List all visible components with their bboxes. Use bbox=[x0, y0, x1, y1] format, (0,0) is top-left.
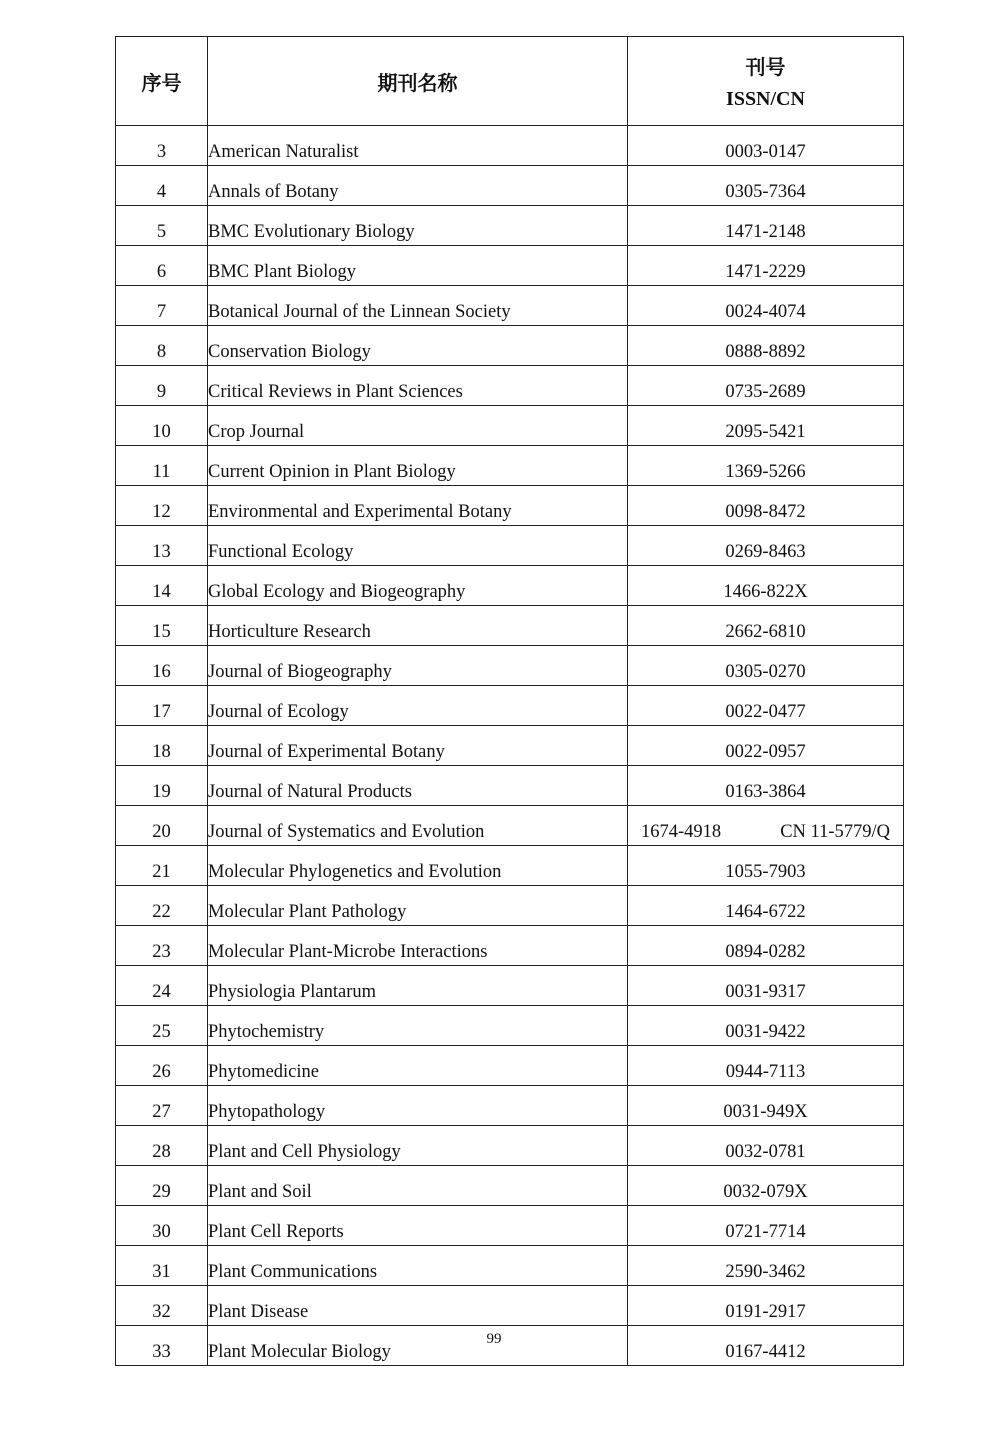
issn-cell: 0269-8463 bbox=[628, 526, 904, 566]
table-row bbox=[116, 1246, 904, 1286]
journal-name-cell: Plant and Cell Physiology bbox=[208, 1126, 628, 1166]
issn-cell: 0031-949X bbox=[628, 1086, 904, 1126]
issn-cell: 0003-0147 bbox=[628, 126, 904, 166]
journal-name-cell: BMC Plant Biology bbox=[208, 246, 628, 286]
serial-number-cell: 7 bbox=[116, 286, 208, 326]
serial-number-cell: 19 bbox=[116, 766, 208, 806]
table-header-row bbox=[116, 37, 904, 126]
issn-cell: 0032-0781 bbox=[628, 1126, 904, 1166]
journal-name-cell: Molecular Phylogenetics and Evolution bbox=[208, 846, 628, 886]
serial-number-cell: 10 bbox=[116, 406, 208, 446]
issn-cell: 1369-5266 bbox=[628, 446, 904, 486]
serial-number-cell: 22 bbox=[116, 886, 208, 926]
serial-number-cell: 6 bbox=[116, 246, 208, 286]
journal-name-cell: Annals of Botany bbox=[208, 166, 628, 206]
table-row bbox=[116, 1086, 904, 1126]
journal-name-cell: Functional Ecology bbox=[208, 526, 628, 566]
table-row bbox=[116, 446, 904, 486]
serial-number-cell: 18 bbox=[116, 726, 208, 766]
table-row bbox=[116, 966, 904, 1006]
issn-cell: 0944-7113 bbox=[628, 1046, 904, 1086]
table-row bbox=[116, 1166, 904, 1206]
journal-name-cell: Plant Disease bbox=[208, 1286, 628, 1326]
issn-cell: 0024-4074 bbox=[628, 286, 904, 326]
table-row bbox=[116, 1006, 904, 1046]
journal-name-cell: Current Opinion in Plant Biology bbox=[208, 446, 628, 486]
journal-name-cell: Critical Reviews in Plant Sciences bbox=[208, 366, 628, 406]
journal-table bbox=[115, 36, 904, 1366]
serial-number-cell: 14 bbox=[116, 566, 208, 606]
serial-number-cell: 32 bbox=[116, 1286, 208, 1326]
serial-number-cell: 31 bbox=[116, 1246, 208, 1286]
serial-number-cell: 27 bbox=[116, 1086, 208, 1126]
serial-number-cell: 3 bbox=[116, 126, 208, 166]
issn-value: 1674-4918 bbox=[641, 822, 722, 842]
issn-cell: 0721-7714 bbox=[628, 1206, 904, 1246]
serial-number-cell: 30 bbox=[116, 1206, 208, 1246]
journal-name-cell: Botanical Journal of the Linnean Society bbox=[208, 286, 628, 326]
table-row bbox=[116, 166, 904, 206]
serial-number-cell: 11 bbox=[116, 446, 208, 486]
serial-number-cell: 24 bbox=[116, 966, 208, 1006]
issn-cell: 2590-3462 bbox=[628, 1246, 904, 1286]
serial-number-cell: 17 bbox=[116, 686, 208, 726]
table-row bbox=[116, 526, 904, 566]
serial-number-cell: 12 bbox=[116, 486, 208, 526]
issn-cell: 2662-6810 bbox=[628, 606, 904, 646]
table-row bbox=[116, 766, 904, 806]
serial-number-cell: 15 bbox=[116, 606, 208, 646]
serial-number-cell: 16 bbox=[116, 646, 208, 686]
table-row bbox=[116, 926, 904, 966]
journal-name-cell: Conservation Biology bbox=[208, 326, 628, 366]
journal-name-cell: Plant Cell Reports bbox=[208, 1206, 628, 1246]
issn-cell: 0163-3864 bbox=[628, 766, 904, 806]
header-journal-name: 期刊名称 bbox=[208, 37, 628, 126]
serial-number-cell: 23 bbox=[116, 926, 208, 966]
journal-name-cell: Molecular Plant Pathology bbox=[208, 886, 628, 926]
table-row bbox=[116, 686, 904, 726]
issn-cell: 0191-2917 bbox=[628, 1286, 904, 1326]
serial-number-cell: 13 bbox=[116, 526, 208, 566]
issn-cell: 1471-2148 bbox=[628, 206, 904, 246]
serial-number-cell: 25 bbox=[116, 1006, 208, 1046]
serial-number-cell: 33 bbox=[116, 1326, 208, 1366]
header-issn bbox=[628, 37, 904, 126]
table-row bbox=[116, 1046, 904, 1086]
journal-name-cell: Journal of Systematics and Evolution bbox=[208, 806, 628, 846]
journal-name-cell: Phytopathology bbox=[208, 1086, 628, 1126]
table-row bbox=[116, 1286, 904, 1326]
table-row bbox=[116, 1126, 904, 1166]
issn-cell: 0167-4412 bbox=[628, 1326, 904, 1366]
table-row bbox=[116, 566, 904, 606]
issn-cell: 0888-8892 bbox=[628, 326, 904, 366]
issn-cell: 0735-2689 bbox=[628, 366, 904, 406]
table-row bbox=[116, 846, 904, 886]
journal-name-cell: Plant and Soil bbox=[208, 1166, 628, 1206]
table-body bbox=[116, 126, 904, 1366]
issn-cell: 0894-0282 bbox=[628, 926, 904, 966]
table-row bbox=[116, 806, 904, 846]
table-row bbox=[116, 1206, 904, 1246]
journal-name-cell: Phytomedicine bbox=[208, 1046, 628, 1086]
issn-cell: 1464-6722 bbox=[628, 886, 904, 926]
table-row bbox=[116, 606, 904, 646]
cn-value: CN 11-5779/Q bbox=[780, 822, 890, 842]
table-row bbox=[116, 246, 904, 286]
table-row bbox=[116, 286, 904, 326]
issn-cell: 0305-0270 bbox=[628, 646, 904, 686]
issn-cell: 0031-9422 bbox=[628, 1006, 904, 1046]
journal-name-cell: Journal of Biogeography bbox=[208, 646, 628, 686]
table-row bbox=[116, 726, 904, 766]
issn-cn-pair bbox=[628, 822, 903, 843]
journal-name-cell: Physiologia Plantarum bbox=[208, 966, 628, 1006]
issn-cell: 2095-5421 bbox=[628, 406, 904, 446]
issn-cell: 1471-2229 bbox=[628, 246, 904, 286]
issn-cell: 0022-0957 bbox=[628, 726, 904, 766]
issn-cell: 1055-7903 bbox=[628, 846, 904, 886]
serial-number-cell: 20 bbox=[116, 806, 208, 846]
journal-name-cell: Journal of Experimental Botany bbox=[208, 726, 628, 766]
issn-cell: 0305-7364 bbox=[628, 166, 904, 206]
issn-cell: 0031-9317 bbox=[628, 966, 904, 1006]
journal-name-cell: BMC Evolutionary Biology bbox=[208, 206, 628, 246]
journal-name-cell: Plant Molecular Biology bbox=[208, 1326, 628, 1366]
table-row bbox=[116, 486, 904, 526]
table-row bbox=[116, 206, 904, 246]
journal-name-cell: Plant Communications bbox=[208, 1246, 628, 1286]
issn-cell: 0022-0477 bbox=[628, 686, 904, 726]
serial-number-cell: 21 bbox=[116, 846, 208, 886]
journal-name-cell: Crop Journal bbox=[208, 406, 628, 446]
serial-number-cell: 9 bbox=[116, 366, 208, 406]
serial-number-cell: 28 bbox=[116, 1126, 208, 1166]
header-issn-label: 刊号 bbox=[745, 55, 786, 79]
journal-name-cell: Horticulture Research bbox=[208, 606, 628, 646]
header-serial-number: 序号 bbox=[116, 37, 208, 126]
serial-number-cell: 5 bbox=[116, 206, 208, 246]
journal-name-cell: American Naturalist bbox=[208, 126, 628, 166]
table-row bbox=[116, 646, 904, 686]
page-number: 99 bbox=[486, 1331, 502, 1347]
journal-name-cell: Journal of Natural Products bbox=[208, 766, 628, 806]
header-issn-sublabel: ISSN/CN bbox=[726, 88, 805, 110]
table-row bbox=[116, 326, 904, 366]
serial-number-cell: 8 bbox=[116, 326, 208, 366]
serial-number-cell: 29 bbox=[116, 1166, 208, 1206]
journal-name-cell: Global Ecology and Biogeography bbox=[208, 566, 628, 606]
issn-cell: 0032-079X bbox=[628, 1166, 904, 1206]
table-row bbox=[116, 886, 904, 926]
journal-name-cell: Molecular Plant-Microbe Interactions bbox=[208, 926, 628, 966]
issn-cell: 1466-822X bbox=[628, 566, 904, 606]
issn-cell bbox=[628, 806, 904, 846]
serial-number-cell: 26 bbox=[116, 1046, 208, 1086]
journal-name-cell: Journal of Ecology bbox=[208, 686, 628, 726]
serial-number-cell: 4 bbox=[116, 166, 208, 206]
journal-name-cell: Phytochemistry bbox=[208, 1006, 628, 1046]
issn-cell: 0098-8472 bbox=[628, 486, 904, 526]
journal-name-cell: Environmental and Experimental Botany bbox=[208, 486, 628, 526]
table-row bbox=[116, 406, 904, 446]
table-row bbox=[116, 126, 904, 166]
table-row bbox=[116, 366, 904, 406]
